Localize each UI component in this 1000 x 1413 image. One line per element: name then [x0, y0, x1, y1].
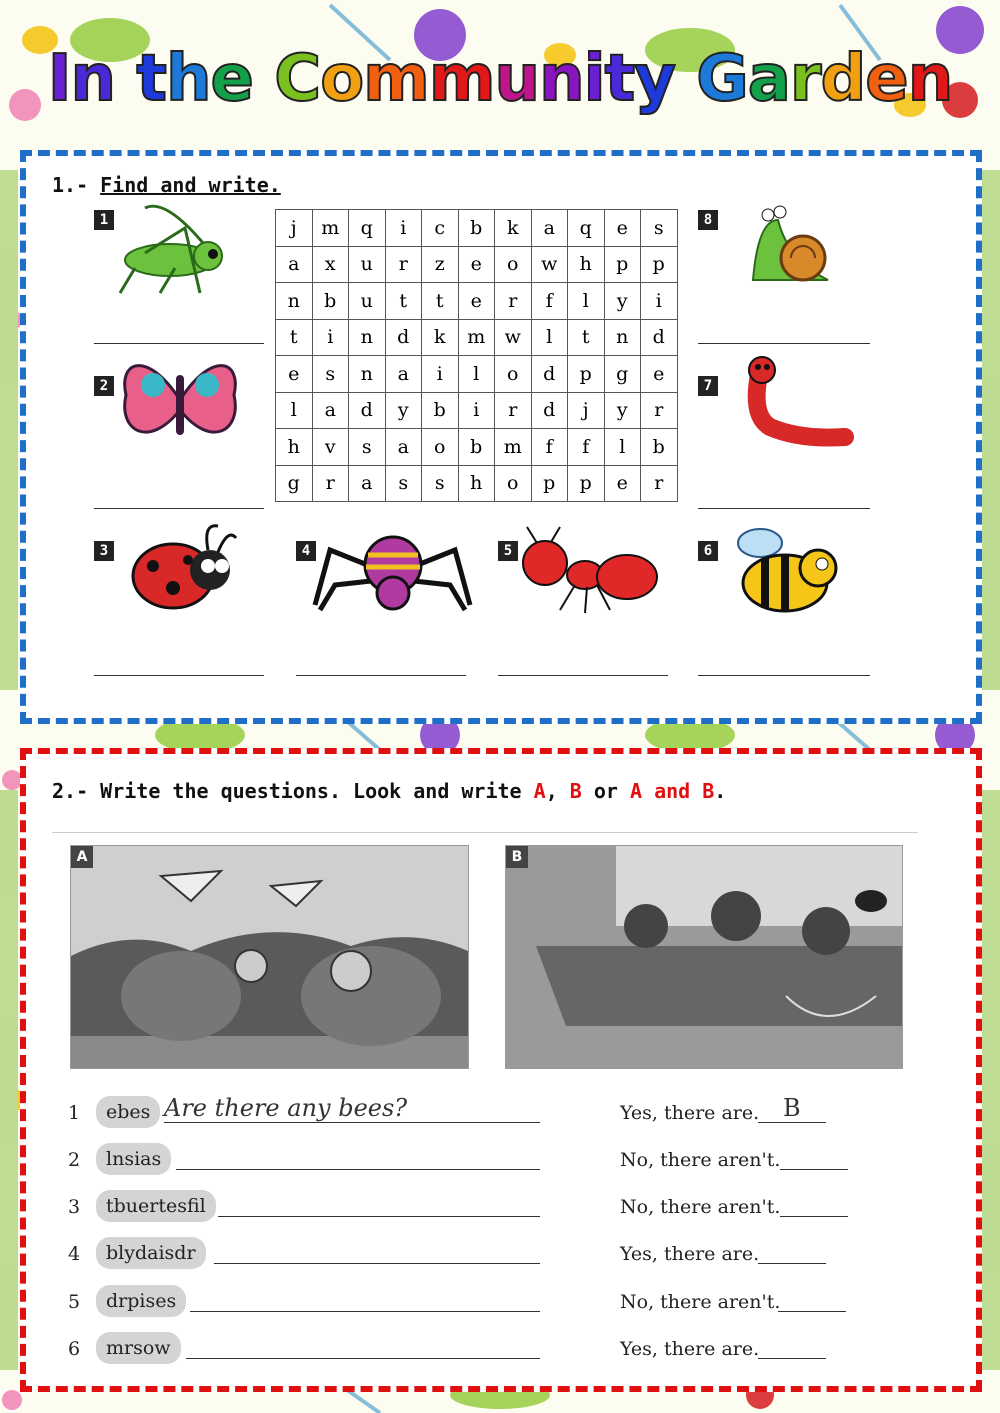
grid-cell[interactable]: p [568, 356, 605, 393]
title-letter: h [165, 42, 211, 116]
grid-cell[interactable]: g [604, 356, 641, 393]
grid-cell[interactable]: y [385, 392, 422, 429]
grid-cell[interactable]: p [568, 465, 605, 502]
title-letter: G [696, 42, 748, 116]
question-row-5 [68, 1285, 888, 1321]
answer-text: No, there aren't. [620, 1196, 781, 1218]
title-letter: y [634, 42, 675, 116]
answer-blank[interactable] [758, 1358, 826, 1359]
question-line[interactable] [218, 1216, 540, 1217]
picture-number-8: 8 [698, 210, 718, 230]
question-line[interactable] [214, 1263, 540, 1264]
grid-cell[interactable]: x [312, 246, 349, 283]
question-line[interactable] [186, 1358, 540, 1359]
grid-cell[interactable]: d [385, 319, 422, 356]
question-line[interactable] [176, 1169, 540, 1170]
grid-cell[interactable]: l [276, 392, 313, 429]
grasshopper-icon [105, 198, 235, 298]
grid-cell[interactable]: n [604, 319, 641, 356]
heading-a: A [533, 779, 546, 803]
picture-a-label: A [71, 846, 93, 868]
title-letter [675, 42, 696, 116]
grid-cell[interactable]: e [604, 210, 641, 247]
butterfly-icon [118, 350, 243, 455]
grid-cell[interactable]: h [458, 465, 495, 502]
grid-cell[interactable]: i [458, 392, 495, 429]
heading-comma: , [545, 779, 570, 803]
grid-cell[interactable]: o [495, 356, 532, 393]
grid-cell[interactable]: f [531, 283, 568, 320]
grid-cell[interactable]: n [349, 319, 386, 356]
grid-cell[interactable]: s [641, 210, 678, 247]
heading-or: or [581, 779, 630, 803]
heading-a-and-b: A and B [630, 779, 715, 803]
grid-cell[interactable]: i [385, 210, 422, 247]
grid-cell[interactable]: d [641, 319, 678, 356]
grid-cell[interactable]: s [385, 465, 422, 502]
grid-cell[interactable]: y [604, 392, 641, 429]
heading-instruction: Find and write. [100, 173, 281, 197]
answer-text: Yes, there are. [620, 1338, 760, 1360]
grid-cell[interactable]: h [568, 246, 605, 283]
grid-row [276, 392, 678, 429]
title-letter [115, 42, 136, 116]
grid-cell[interactable]: b [458, 210, 495, 247]
grid-cell[interactable]: j [568, 392, 605, 429]
grid-cell[interactable]: o [495, 246, 532, 283]
grid-row [276, 283, 678, 320]
picture-a [70, 845, 469, 1069]
answer-blank[interactable] [780, 1216, 848, 1217]
grid-cell[interactable]: a [276, 246, 313, 283]
grid-row [276, 356, 678, 393]
grid-cell[interactable]: b [312, 283, 349, 320]
title-letter: t [604, 42, 635, 116]
question-number: 4 [68, 1243, 81, 1265]
grid-cell[interactable]: v [312, 429, 349, 466]
window-box-scene-icon [506, 846, 902, 1068]
picture-number-3: 3 [94, 541, 114, 561]
question-number: 2 [68, 1149, 81, 1171]
question-row-3 [68, 1190, 888, 1226]
grid-row [276, 319, 678, 356]
grid-cell[interactable]: t [568, 319, 605, 356]
filled-answer: B [783, 1094, 801, 1122]
grid-cell[interactable]: h [276, 429, 313, 466]
picture-number-1: 1 [94, 210, 114, 230]
grid-cell[interactable]: n [276, 283, 313, 320]
grid-cell[interactable]: l [531, 319, 568, 356]
spider-icon [310, 525, 475, 615]
grid-cell[interactable]: l [568, 283, 605, 320]
grid-cell[interactable]: a [531, 210, 568, 247]
grid-cell[interactable]: q [568, 210, 605, 247]
grid-cell[interactable]: b [641, 429, 678, 466]
grid-cell[interactable]: c [422, 210, 459, 247]
title-letter: I [47, 42, 71, 116]
grid-cell[interactable]: t [276, 319, 313, 356]
question-number: 6 [68, 1338, 81, 1360]
heading-end: . [714, 779, 727, 803]
grid-cell[interactable]: m [312, 210, 349, 247]
grid-cell[interactable]: z [422, 246, 459, 283]
answer-text: Yes, there are. [620, 1243, 760, 1265]
picture-number-7: 7 [698, 376, 718, 396]
grid-cell[interactable]: g [276, 465, 313, 502]
bee-icon [730, 518, 845, 618]
grid-row [276, 246, 678, 283]
answer-text: Yes, there are. [620, 1102, 760, 1124]
title-letter: i [583, 42, 605, 116]
picture-number-2: 2 [94, 376, 114, 396]
question-row-6 [68, 1332, 888, 1368]
question-row-1 [68, 1096, 888, 1132]
answer-line-8[interactable] [698, 343, 870, 344]
answer-line-5[interactable] [498, 675, 668, 676]
scrambled-word: ebes [96, 1096, 160, 1128]
grid-cell[interactable]: y [604, 283, 641, 320]
ladybird-icon [118, 518, 243, 613]
grid-cell[interactable]: e [458, 283, 495, 320]
grid-cell[interactable]: d [531, 356, 568, 393]
page-title [0, 42, 1000, 116]
answer-blank[interactable] [778, 1311, 846, 1312]
grid-cell[interactable]: s [349, 429, 386, 466]
grid-cell[interactable]: n [349, 356, 386, 393]
grid-cell[interactable]: a [312, 392, 349, 429]
scrambled-word: blydaisdr [96, 1237, 206, 1269]
grid-row [276, 465, 678, 502]
grid-cell[interactable]: p [531, 465, 568, 502]
scrambled-word: drpises [96, 1285, 186, 1317]
grid-cell[interactable]: l [604, 429, 641, 466]
title-letter: o [320, 42, 364, 116]
title-letter: r [789, 42, 821, 116]
heading-text: 2.- Write the questions. Look and write [52, 779, 534, 803]
answer-line-7[interactable] [698, 508, 870, 509]
grid-cell[interactable]: f [531, 429, 568, 466]
grid-cell[interactable]: f [568, 429, 605, 466]
question-number: 5 [68, 1291, 81, 1313]
grid-cell[interactable]: i [641, 283, 678, 320]
picture-number-6: 6 [698, 541, 718, 561]
heading-b: B [569, 779, 582, 803]
title-letter: n [70, 42, 116, 116]
title-letter: e [865, 42, 908, 116]
grid-cell[interactable]: a [349, 465, 386, 502]
grid-cell[interactable]: t [385, 283, 422, 320]
grid-cell[interactable]: r [641, 392, 678, 429]
section-1-heading [52, 173, 281, 197]
picture-b [505, 845, 903, 1069]
answer-line-2[interactable] [94, 508, 264, 509]
garden-scene-icon [71, 846, 468, 1068]
worm-icon [740, 355, 855, 450]
grid-row [276, 429, 678, 466]
scrambled-word: mrsow [96, 1332, 181, 1364]
grid-cell[interactable]: s [312, 356, 349, 393]
grid-cell[interactable]: e [458, 246, 495, 283]
grid-cell[interactable]: k [495, 210, 532, 247]
grid-cell[interactable]: b [458, 429, 495, 466]
question-line[interactable] [190, 1311, 540, 1312]
picture-number-4: 4 [296, 541, 316, 561]
grid-cell[interactable]: r [495, 283, 532, 320]
answer-line-4[interactable] [296, 675, 466, 676]
grid-cell[interactable]: d [349, 392, 386, 429]
ant-icon [515, 525, 660, 615]
grid-cell[interactable]: r [641, 465, 678, 502]
divider [52, 832, 918, 833]
section-2-heading [52, 779, 726, 803]
title-letter [253, 42, 274, 116]
grid-cell[interactable]: s [422, 465, 459, 502]
grid-cell[interactable]: u [349, 246, 386, 283]
heading-number: 1.- [52, 173, 89, 197]
grid-cell[interactable]: p [641, 246, 678, 283]
title-letter: m [363, 42, 429, 116]
title-letter: a [747, 42, 790, 116]
answer-text: No, there aren't. [620, 1149, 781, 1171]
grid-row [276, 210, 678, 247]
title-letter: n [539, 42, 584, 116]
grid-cell[interactable]: w [495, 319, 532, 356]
picture-b-label: B [506, 846, 528, 868]
answer-line-6[interactable] [698, 675, 870, 676]
answer-blank[interactable] [758, 1263, 826, 1264]
grid-cell[interactable]: o [422, 429, 459, 466]
answer-blank[interactable] [780, 1169, 848, 1170]
grid-cell[interactable]: w [531, 246, 568, 283]
title-letter: e [210, 42, 253, 116]
answer-blank[interactable] [758, 1122, 826, 1123]
grid-cell[interactable]: m [458, 319, 495, 356]
scrambled-word: tbuertesfil [96, 1190, 216, 1222]
title-letter: d [820, 42, 866, 116]
grid-cell[interactable]: e [641, 356, 678, 393]
grid-cell[interactable]: j [276, 210, 313, 247]
grid-cell[interactable]: d [531, 392, 568, 429]
grid-cell[interactable]: r [385, 246, 422, 283]
title-letter: u [494, 42, 540, 116]
grid-cell[interactable]: a [385, 429, 422, 466]
question-number: 3 [68, 1196, 81, 1218]
grid-cell[interactable]: i [422, 356, 459, 393]
question-line[interactable] [164, 1122, 540, 1123]
title-letter: n [907, 42, 953, 116]
grid-cell[interactable]: p [604, 246, 641, 283]
grid-cell[interactable]: t [422, 283, 459, 320]
grid-cell[interactable]: r [495, 392, 532, 429]
grid-cell[interactable]: u [349, 283, 386, 320]
picture-number-5: 5 [498, 541, 518, 561]
question-row-2 [68, 1143, 888, 1179]
grid-cell[interactable]: e [276, 356, 313, 393]
answer-line-1[interactable] [94, 343, 264, 344]
grid-cell[interactable]: o [495, 465, 532, 502]
snail-icon [748, 200, 833, 295]
grid-cell[interactable]: r [312, 465, 349, 502]
word-search-grid[interactable] [275, 209, 678, 502]
grid-cell[interactable]: e [604, 465, 641, 502]
answer-line-3[interactable] [94, 675, 264, 676]
question-row-4 [68, 1237, 888, 1273]
grid-cell[interactable]: k [422, 319, 459, 356]
grid-cell[interactable]: i [312, 319, 349, 356]
handwritten-question: Are there any bees? [164, 1094, 408, 1122]
grid-cell[interactable]: a [385, 356, 422, 393]
grid-cell[interactable]: l [458, 356, 495, 393]
answer-text: No, there aren't. [620, 1291, 781, 1313]
grid-cell[interactable]: q [349, 210, 386, 247]
title-letter: t [136, 42, 166, 116]
title-letter: C [274, 42, 321, 116]
title-letter: m [428, 42, 495, 116]
scrambled-word: lnsias [96, 1143, 171, 1175]
question-number: 1 [68, 1102, 81, 1124]
grid-cell[interactable]: m [495, 429, 532, 466]
grid-cell[interactable]: b [422, 392, 459, 429]
